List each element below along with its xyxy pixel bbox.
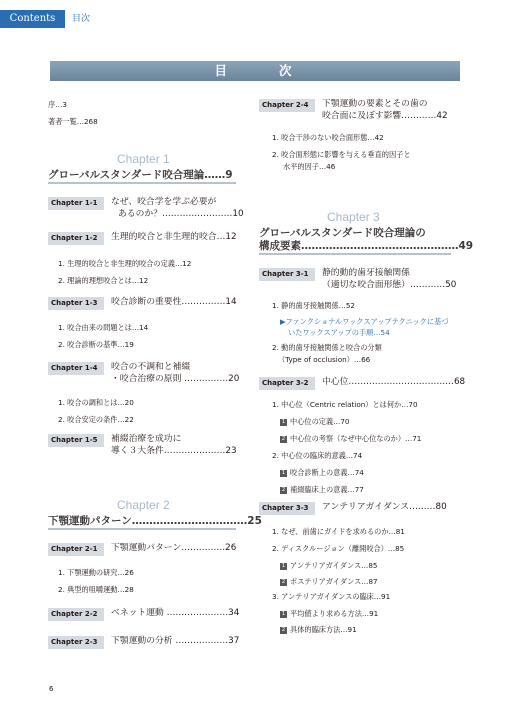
chapter3-title: グローバルスタンダード咬合理論の	[259, 227, 426, 239]
section-title-1-2: 生理的咬合と非生理的咬合…12	[111, 232, 237, 242]
section-label-1-5: Chapter 1-5	[48, 434, 104, 447]
list-item: 1 アンテリアガイダンス…85	[281, 561, 378, 570]
list-item: 1. なぜ、前歯にガイドを求めるのか…81	[272, 527, 405, 536]
section-title-1-1: なぜ、咬合学を学ぶ必要が	[111, 197, 217, 207]
number-box-icon: 2	[281, 578, 286, 585]
section-title-1-4: 咬合の不調和と補綴	[111, 362, 191, 372]
intro-authors: 著者一覧…268	[48, 117, 98, 126]
section-label-1-3: Chapter 1-3	[48, 297, 104, 310]
intro-jo: 序…3	[48, 100, 67, 109]
number-box-icon: 1	[281, 418, 286, 425]
list-item: 2 補綴臨床上の意義…77	[281, 485, 364, 494]
section-title-1-1-line2: あるのか？……………………10	[118, 209, 244, 219]
list-item: 2 中心位の考察（なぜ中心位なのか）…71	[281, 434, 422, 443]
list-item: 1. 咬合干渉のない咬合面形態…42	[272, 133, 384, 142]
list-item: 3. アンテリアガイダンスの臨床…91	[272, 592, 391, 601]
list-item: 1. 咬合由来の問題とは…14	[58, 323, 149, 332]
list-item: 2. 咬合面形態に影響を与える垂直的因子と	[272, 150, 411, 159]
list-item: 1 中心位の定義…70	[281, 417, 350, 426]
list-item: 1 平均値より求める方法…91	[281, 609, 379, 618]
section-label-2-2: Chapter 2-2	[48, 608, 104, 621]
list-item: 2. 動的歯牙接触関係と咬合の分類	[272, 343, 382, 352]
number-box-icon: 1	[281, 469, 286, 476]
list-item: （Type of occlusion）…66	[278, 355, 371, 364]
section-label-3-1: Chapter 3-1	[259, 268, 315, 281]
chapter2-rule	[48, 528, 236, 530]
section-title-1-5: 補綴治療を成功に	[111, 434, 182, 444]
section-label-3-2: Chapter 3-2	[259, 377, 315, 390]
section-label-2-4: Chapter 2-4	[259, 99, 315, 112]
section-title-2-3: 下顎運動の分析 ………………37	[111, 636, 240, 646]
chapter3-rule	[259, 253, 451, 255]
section-label-2-3: Chapter 2-3	[48, 636, 104, 649]
list-item-highlight: ▶ファンクショナルワックスアップテクニックに基づ	[280, 317, 449, 326]
chapter3-word: Chapter 3	[327, 210, 380, 224]
list-item: 2 具体的臨床方法…91	[281, 625, 357, 634]
list-item: 2. 典型的咀嚼運動…28	[58, 585, 134, 594]
section-title-1-3: 咬合診断の重要性……………14	[111, 297, 237, 307]
section-label-3-3: Chapter 3-3	[259, 502, 315, 515]
number-box-icon: 2	[281, 626, 286, 633]
list-item: 2. ディスクルージョン（離開咬合）…85	[272, 544, 405, 553]
list-item: 1. 中心位（Centric relation）とは何か…70	[272, 400, 418, 409]
section-label-1-1: Chapter 1-1	[48, 197, 104, 210]
chapter1-rule	[48, 182, 236, 184]
banner-right-char: 次	[279, 63, 296, 78]
header-title: 目次	[72, 14, 91, 24]
toc-banner	[50, 61, 460, 81]
list-item: 2 ポステリアガイダンス…87	[281, 577, 378, 586]
section-title-2-1: 下顎運動パターン……………26	[111, 543, 237, 553]
section-label-1-4: Chapter 1-4	[48, 362, 104, 375]
list-item: 2. 咬合診断の基準…19	[58, 340, 134, 349]
banner-left-char: 目	[214, 63, 231, 78]
list-item: 1. 生理的咬合と非生理的咬合の定義…12	[58, 259, 192, 268]
section-title-3-2: 中心位………………………………68	[322, 377, 466, 387]
list-item-highlight: いたワックスアップの手順…54	[288, 328, 390, 337]
number-box-icon: 1	[281, 610, 286, 617]
section-label-1-2: Chapter 1-2	[48, 232, 104, 245]
chapter2-word: Chapter 2	[117, 498, 170, 512]
number-box-icon: 2	[281, 486, 286, 493]
chapter1-word: Chapter 1	[117, 152, 170, 166]
list-item: 1. 咬合の調和とは…20	[58, 398, 134, 407]
section-title-3-3: アンテリアガイダンス………80	[322, 502, 447, 512]
section-title-3-1: 静的動的歯牙接触関係	[322, 268, 410, 278]
section-title-2-4-line2: 咬合面に及ぼす影響…………42	[322, 111, 448, 121]
section-title-3-1-line2: （適切な咬合面形態）…………50	[322, 280, 457, 290]
section-title-2-2: ベネット運動 …………………34	[111, 608, 240, 618]
section-title-1-4-line2: ・咬合治療の原則 ……………20	[111, 374, 240, 384]
number-box-icon: 2	[281, 435, 286, 442]
page-number: 6	[49, 685, 54, 693]
list-item: 1. 下顎運動の研究…26	[58, 568, 134, 577]
section-label-2-1: Chapter 2-1	[48, 543, 104, 556]
list-item: 1. 静的歯牙接触関係…52	[272, 301, 355, 310]
list-item: 2. 理論的理想咬合とは…12	[58, 276, 149, 285]
chapter2-title: 下顎運動パターン……………………………25	[48, 515, 262, 527]
section-title-2-4: 下顎運動の要素とその歯の	[322, 99, 428, 109]
list-item: 1 咬合診断上の意義…74	[281, 468, 364, 477]
contents-tab: Contents	[0, 10, 65, 28]
section-title-1-5-line2: 導く３大条件…………………23	[111, 446, 237, 456]
chapter3-title-line2: 構成要素………………………………………49	[259, 240, 474, 252]
number-box-icon: 1	[281, 562, 286, 569]
list-item: 2. 咬合安定の条件…22	[58, 415, 134, 424]
list-item: 水平的因子…46	[283, 162, 336, 171]
list-item: 2. 中心位の臨床的意義…74	[272, 451, 363, 460]
chapter1-title: グローバルスタンダード咬合理論……9	[48, 169, 233, 181]
